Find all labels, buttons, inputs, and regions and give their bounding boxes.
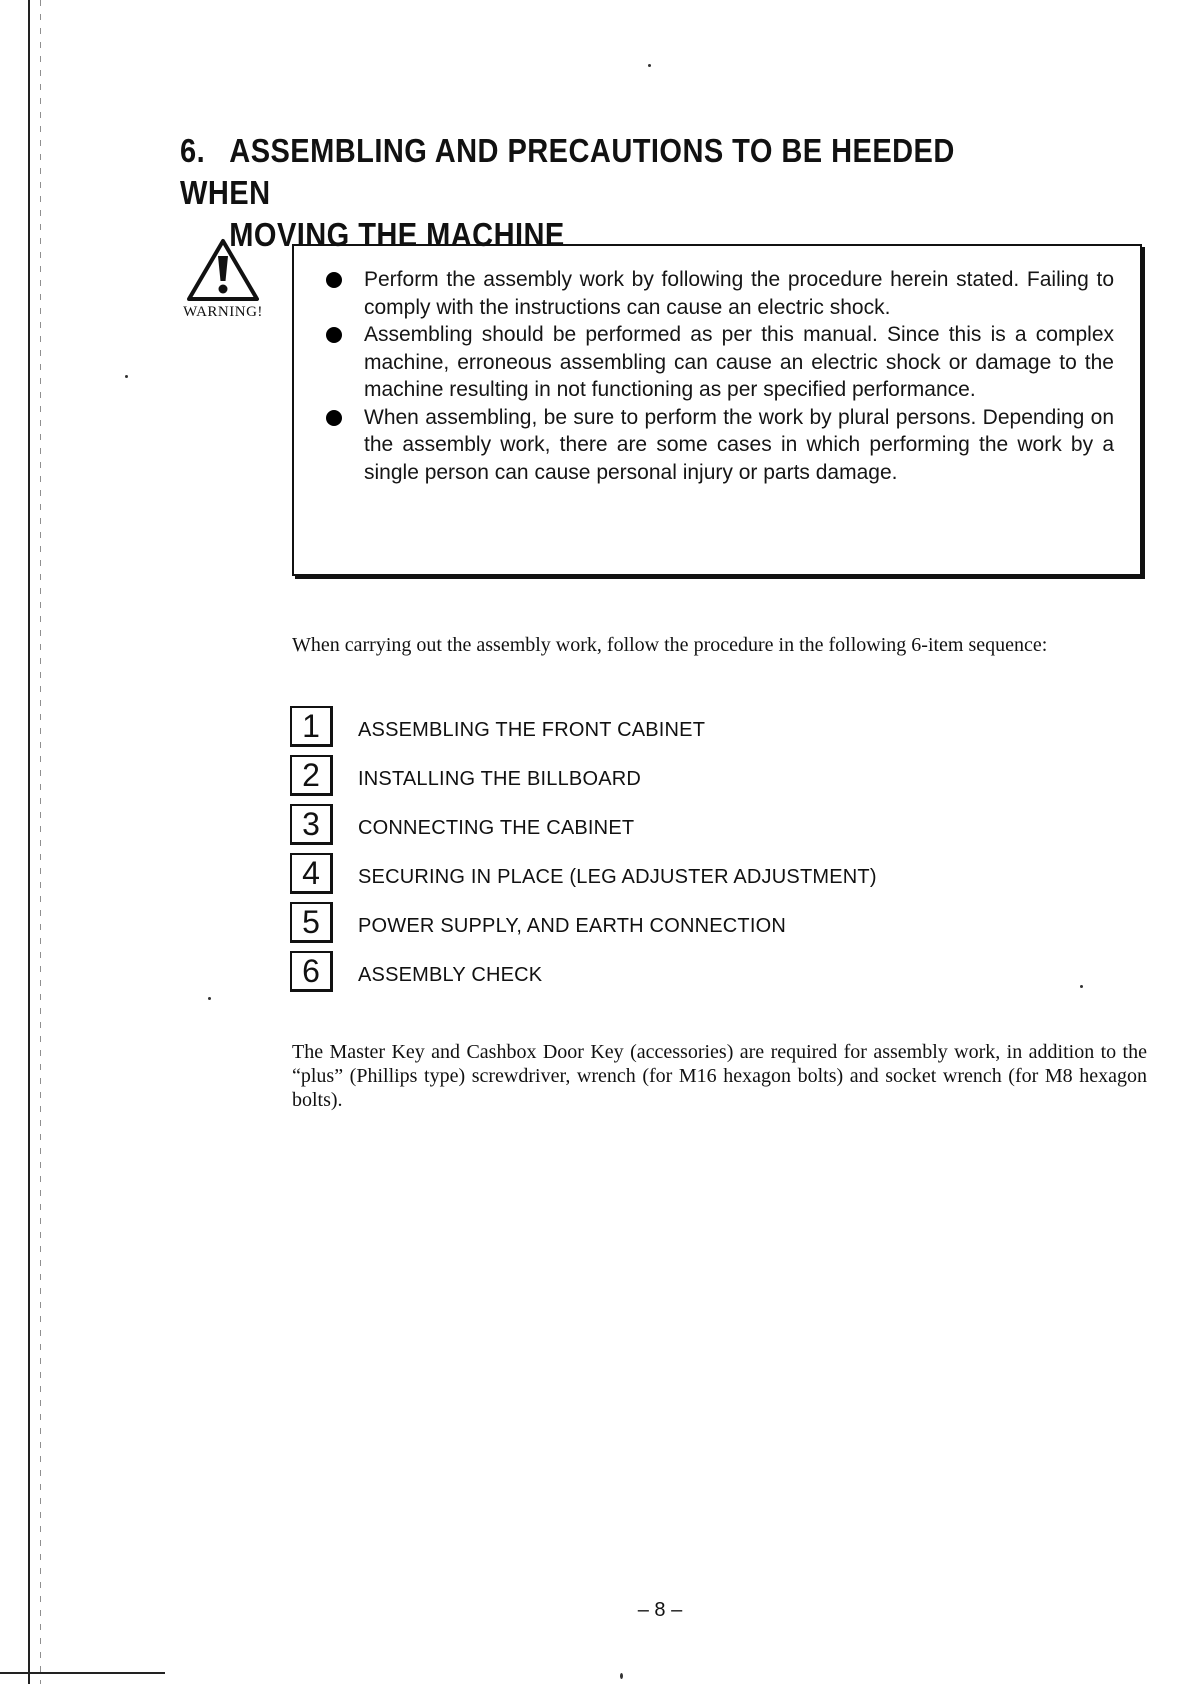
warning-list bbox=[294, 246, 1140, 486]
step-item bbox=[290, 951, 1110, 1000]
section-title bbox=[180, 130, 972, 256]
scan-speck bbox=[648, 64, 651, 67]
step-item bbox=[290, 853, 1110, 902]
tools-note: The Master Key and Cashbox Door Key (accessories) are required for assembly work, in addition to the “plus” (Phillips type) screwdriver, wrench (for M16 hexagon bolts) and socket wrench (for M8 hexagon bolts). bbox=[292, 1041, 1147, 1111]
scan-speck bbox=[1080, 985, 1083, 988]
intro-paragraph: When carrying out the assembly work, follow the procedure in the following 6-item sequence: bbox=[292, 634, 1048, 656]
warning-symbol bbox=[178, 238, 268, 333]
scan-footer-rule bbox=[0, 1672, 165, 1674]
step-item bbox=[290, 804, 1110, 853]
step-label: POWER SUPPLY, AND EARTH CONNECTION bbox=[358, 915, 786, 937]
warning-box bbox=[292, 244, 1142, 576]
scan-binding-line bbox=[28, 0, 30, 1684]
step-item bbox=[290, 706, 1110, 755]
step-number-box: 2 bbox=[290, 755, 332, 795]
warning-item-text: Perform the assembly work by following the procedure herein stated. Failing to comply with the instructions can cause an electric shock. bbox=[364, 268, 1114, 319]
warning-item bbox=[364, 404, 1114, 487]
step-item bbox=[290, 902, 1110, 951]
step-number-box: 1 bbox=[290, 706, 332, 746]
warning-item bbox=[364, 266, 1114, 321]
step-label: CONNECTING THE CABINET bbox=[358, 817, 635, 839]
step-number-box: 5 bbox=[290, 902, 332, 942]
step-number-box: 3 bbox=[290, 804, 332, 844]
step-label: ASSEMBLING THE FRONT CABINET bbox=[358, 719, 706, 741]
bullet-icon bbox=[326, 272, 342, 288]
page-number: – 8 – bbox=[637, 1599, 683, 1621]
warning-label: WARNING! bbox=[183, 304, 263, 320]
bullet-icon bbox=[326, 410, 342, 426]
step-item bbox=[290, 755, 1110, 804]
warning-item bbox=[364, 321, 1114, 404]
warning-triangle-icon bbox=[187, 238, 259, 302]
step-number-box: 6 bbox=[290, 951, 332, 991]
section-title-line1: ASSEMBLING AND PRECAUTIONS TO BE HEEDED WHEN bbox=[180, 132, 955, 211]
assembly-steps bbox=[290, 706, 1110, 1000]
scan-speck bbox=[208, 997, 211, 1000]
step-label: ASSEMBLY CHECK bbox=[358, 964, 543, 986]
step-label: SECURING IN PLACE (LEG ADJUSTER ADJUSTMENT) bbox=[358, 866, 877, 888]
step-label: INSTALLING THE BILLBOARD bbox=[358, 768, 642, 790]
step-number-box: 4 bbox=[290, 853, 332, 893]
scan-speck bbox=[620, 1673, 623, 1679]
bullet-icon bbox=[326, 327, 342, 343]
scan-binding-dashes bbox=[40, 0, 41, 1684]
warning-item-text: Assembling should be performed as per this manual. Since this is a complex machine, erroneous assembling can cause an electric shock or damage to the machine resulting in not functioning as per specified performance. bbox=[364, 323, 1114, 401]
section-number: 6. bbox=[180, 132, 206, 169]
scan-speck bbox=[125, 375, 128, 378]
warning-item-text: When assembling, be sure to perform the work by plural persons. Depending on the assembly work, there are some cases in which performing the work by a single person can cause personal injury or parts damage. bbox=[364, 405, 1114, 484]
section-title-line2: MOVING THE MACHINE bbox=[229, 216, 565, 253]
